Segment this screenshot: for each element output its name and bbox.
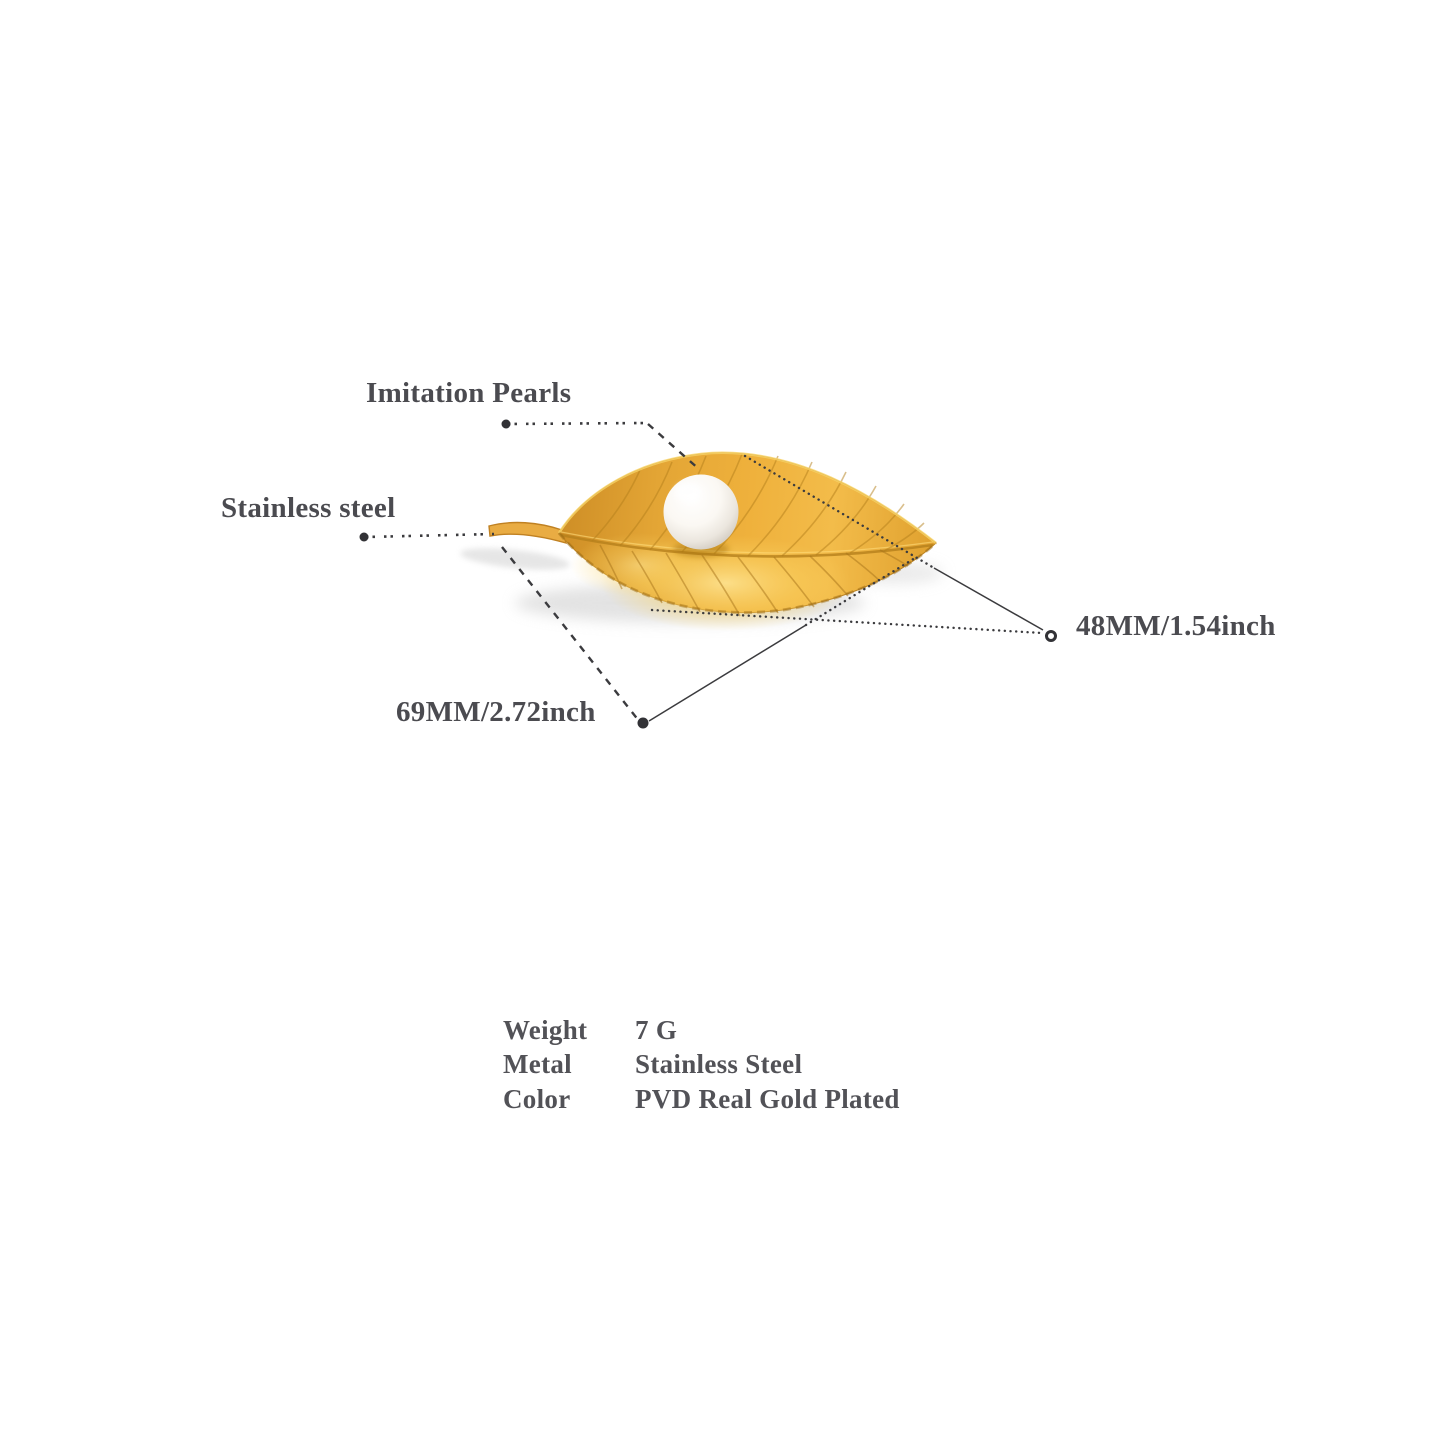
- length-dimension-label: 69MM/2.72inch: [396, 696, 596, 728]
- width-dimension-line-solid: [934, 568, 1043, 630]
- spec-row-weight: [503, 1013, 900, 1048]
- length-dimension-line-solid: [649, 625, 806, 721]
- width-dimension-dot: [1047, 632, 1056, 641]
- spec-value: 7 G: [635, 1014, 678, 1045]
- pearl: [664, 475, 739, 550]
- spec-label: Color: [503, 1083, 571, 1114]
- width-dimension-label: 48MM/1.54inch: [1076, 610, 1276, 642]
- pearl-leader-line: [508, 423, 646, 424]
- steel-leader-dot: [360, 533, 369, 542]
- spec-row-metal: [503, 1048, 900, 1083]
- spec-label: Weight: [503, 1014, 588, 1045]
- spec-table: [503, 1013, 900, 1117]
- steel-leader-line: [366, 534, 494, 537]
- spec-label: Metal: [503, 1049, 572, 1080]
- material-callout-label: Stainless steel: [221, 492, 396, 524]
- spec-value: Stainless Steel: [635, 1049, 803, 1080]
- pearl-highlight: [675, 483, 701, 501]
- length-dimension-dot: [638, 718, 649, 729]
- pearl-callout-label: Imitation Pearls: [366, 377, 572, 409]
- pearl-leader-dot: [502, 420, 511, 429]
- leaf-stem: [489, 523, 566, 543]
- spec-value: PVD Real Gold Plated: [635, 1083, 900, 1114]
- leaf: [559, 453, 936, 631]
- spec-row-color: [503, 1082, 900, 1117]
